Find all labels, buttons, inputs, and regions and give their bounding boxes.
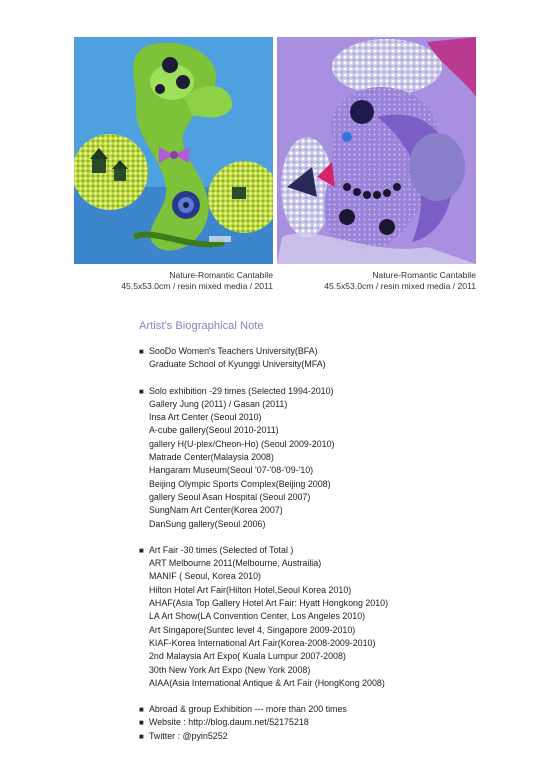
list-item — [139, 491, 539, 504]
artwork-image-1 — [74, 37, 273, 264]
list-item — [139, 464, 539, 477]
list-item — [139, 398, 539, 411]
solo-item: Insa Art Center (Seoul 2010) — [149, 412, 262, 423]
solo-item: Gallery Jung (2011) / Gasan (2011) — [149, 398, 288, 409]
list-item — [139, 385, 539, 398]
list-item — [139, 544, 539, 557]
art-fair-item: 2nd Malaysia Art Expo( Kuala Lumpur 2007-2008) — [149, 651, 346, 662]
education-item: SooDo Women's Teachers University(BFA) — [149, 346, 318, 356]
list-item — [139, 358, 539, 371]
list-item — [139, 584, 539, 597]
bio-title: Artist's Biographical Note — [139, 320, 264, 332]
list-item — [139, 504, 539, 517]
list-item — [139, 703, 539, 716]
solo-exhibition-section — [139, 385, 539, 531]
artwork-1-painting — [74, 37, 273, 264]
caption-detail: 45.5x53.0cm / resin mixed media / 2011 — [121, 281, 273, 291]
twitter-text[interactable]: Twitter : @pyin5252 — [149, 730, 228, 741]
education-section — [139, 345, 539, 372]
solo-item: gallery Seoul Asan Hospital (Seoul 2007) — [149, 491, 311, 502]
art-fair-item: AIAA(Asia International Antique & Art Fair (HongKong 2008) — [149, 677, 385, 688]
art-fair-item: AHAF(Asia Top Gallery Hotel Art Fair: Hyatt Hongkong 2010) — [149, 598, 389, 609]
artwork-caption-2 — [277, 270, 476, 292]
art-fair-item: LA Art Show(LA Convention Center, Los Angeles 2010) — [149, 611, 366, 622]
caption-title: Nature-Romantic Cantabile — [169, 270, 273, 280]
artwork-2-painting — [277, 37, 476, 264]
list-item — [139, 650, 539, 663]
solo-heading: Solo exhibition -29 times (Selected 1994-2010) — [149, 385, 334, 396]
art-fair-item: 30th New York Art Expo (New York 2008) — [149, 664, 311, 675]
list-item — [139, 730, 539, 743]
list-item — [139, 345, 539, 358]
list-item — [139, 716, 539, 729]
bullet-icon: ■ — [139, 731, 144, 741]
list-item — [139, 597, 539, 610]
art-fair-section — [139, 544, 539, 690]
bullet-icon: ■ — [139, 386, 144, 396]
list-item — [139, 438, 539, 451]
solo-item: SungNam Art Center(Korea 2007) — [149, 505, 283, 516]
artwork-caption-1 — [74, 270, 273, 292]
bullet-icon: ■ — [139, 347, 144, 356]
bullet-icon: ■ — [139, 705, 144, 715]
caption-detail: 45.5x53.0cm / resin mixed media / 2011 — [324, 281, 476, 291]
bio-content — [139, 345, 539, 743]
solo-item: Hangaram Museum(Seoul '07-'08-'09-'10) — [149, 465, 314, 476]
art-fair-item: KIAF-Korea International Art Fair(Korea-2008-2009-2010) — [149, 637, 376, 648]
list-item — [139, 624, 539, 637]
solo-item: Beijing Olympic Sports Complex(Beijing 2008) — [149, 478, 331, 489]
list-item — [139, 637, 539, 650]
art-fair-item: ART Melbourne 2011(Melbourne, Austrailia) — [149, 558, 322, 569]
solo-item: DanSung gallery(Seoul 2006) — [149, 518, 266, 529]
list-item — [139, 478, 539, 491]
list-item — [139, 451, 539, 464]
list-item — [139, 411, 539, 424]
education-item: Graduate School of Kyunggi University(MFA) — [149, 359, 326, 370]
list-item — [139, 424, 539, 437]
artwork-image-2 — [277, 37, 476, 264]
solo-item: Matrade Center(Malaysia 2008) — [149, 452, 274, 463]
group-exhibition-text: Abroad & group Exhibition --- more than 200 times — [149, 704, 347, 715]
art-fair-item: Hilton Hotel Art Fair(Hilton Hotel,Seoul Korea 2010) — [149, 584, 352, 595]
list-item — [139, 518, 539, 531]
list-item — [139, 664, 539, 677]
solo-item: gallery H(U-plex/Cheon-Ho) (Seoul 2009-2010) — [149, 438, 335, 449]
list-item — [139, 557, 539, 570]
website-text[interactable]: Website : http://blog.daum.net/52175218 — [149, 717, 309, 728]
art-fair-item: Art Singapore(Suntec level 4, Singapore 2009-2010) — [149, 624, 356, 635]
list-item — [139, 610, 539, 623]
other-section — [139, 703, 539, 743]
caption-title: Nature-Romantic Cantabile — [372, 270, 476, 280]
list-item — [139, 570, 539, 583]
bullet-icon: ■ — [139, 718, 144, 728]
art-fair-heading: Art Fair -30 times (Selected of Total ) — [149, 544, 294, 555]
list-item — [139, 677, 539, 690]
art-fair-item: MANIF ( Seoul, Korea 2010) — [149, 571, 261, 582]
bullet-icon: ■ — [139, 545, 144, 555]
solo-item: A-cube gallery(Seoul 2010-2011) — [149, 425, 279, 436]
